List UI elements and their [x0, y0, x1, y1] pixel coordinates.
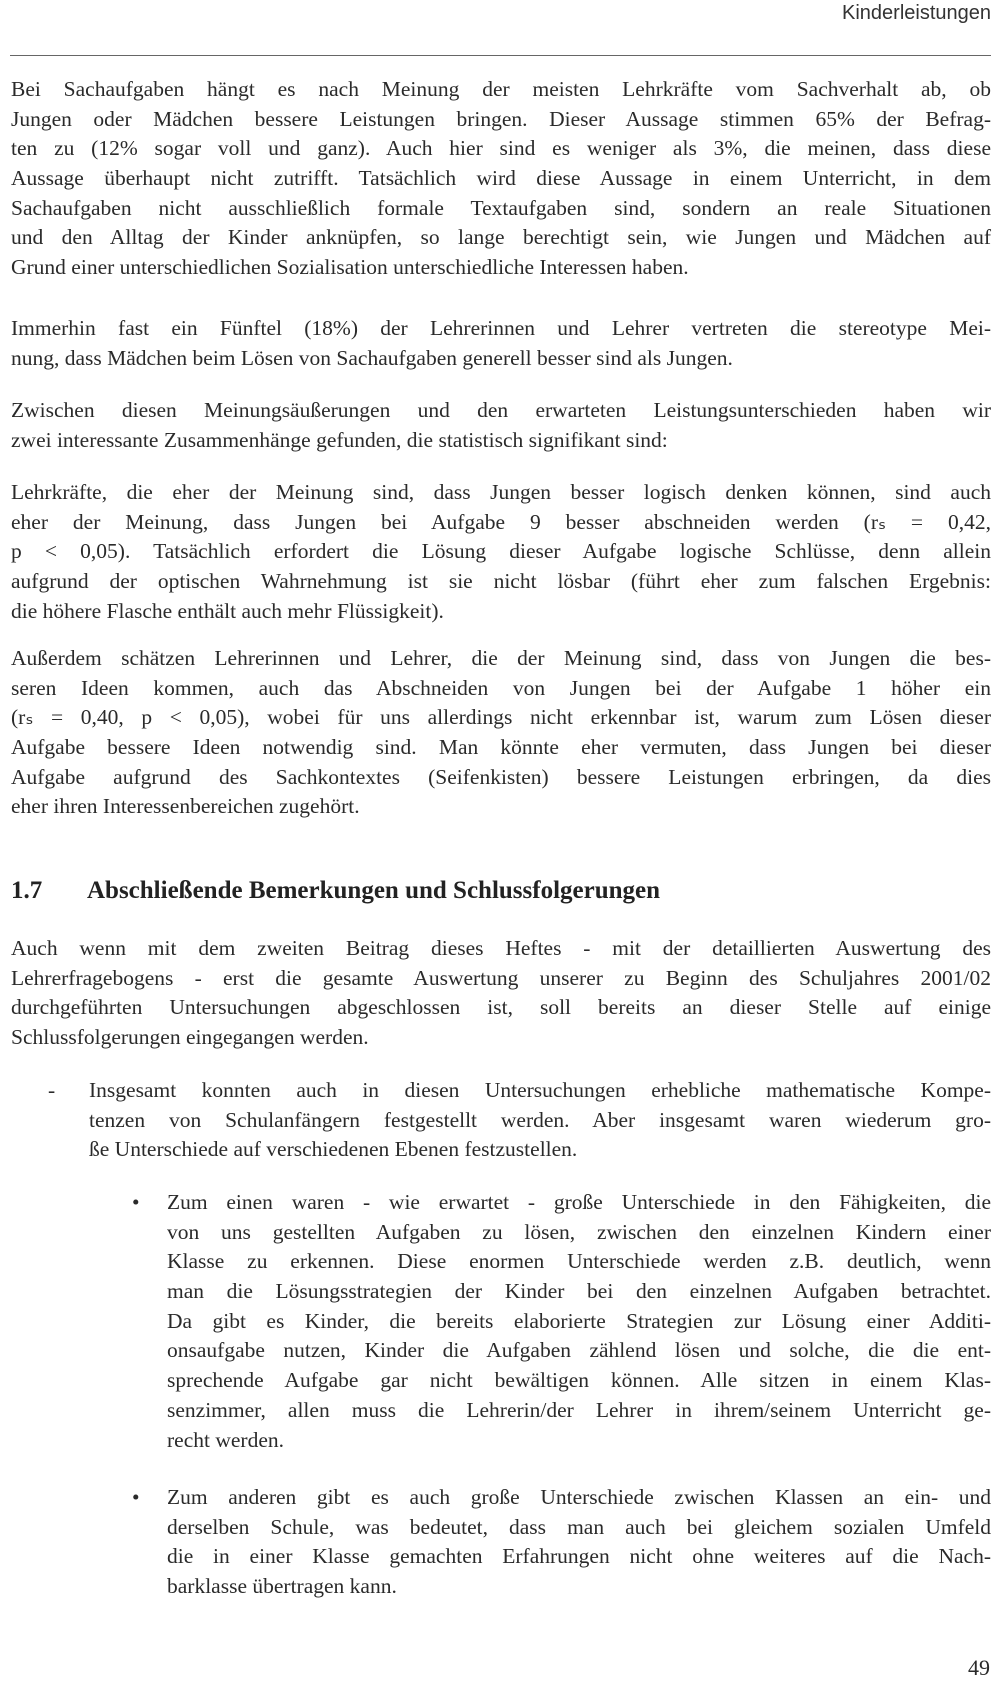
bullet-item-2 [167, 1483, 991, 1602]
text-line-content: Zum einen waren - wie erwartet - große Unterschiede in den Fähigkeiten, die [167, 1190, 991, 1214]
text-line [11, 703, 991, 733]
text-line-content: ten zu (12% sogar voll und ganz). Auch hier sind es weniger als 3%, die meinen, dass diese [11, 136, 991, 161]
dash-marker: - [48, 1078, 56, 1102]
text-line [167, 1277, 991, 1307]
page-number: 49 [968, 1655, 990, 1680]
text-line [167, 1483, 991, 1513]
text-line [89, 1135, 991, 1165]
text-line [11, 426, 991, 456]
text-line [11, 134, 991, 164]
header-rule [10, 55, 991, 56]
text-line-content: onsaufgabe nutzen, Kinder die Aufgaben zählend lösen und solche, die die ent- [167, 1338, 991, 1363]
text-line [167, 1247, 991, 1277]
text-line-content: derselben Schule, was bedeutet, dass man auch bei gleichem sozialen Umfeld [167, 1514, 991, 1539]
text-line-content: ße Unterschiede auf verschiedenen Ebenen festzustellen. [89, 1137, 578, 1162]
text-line [11, 223, 991, 253]
text-line-content: Aufgabe aufgrund des Sachkontextes (Seifenkisten) bessere Leistungen erbringen, da dies [11, 764, 991, 789]
text-line-content: Aussage überhaupt nicht zutrifft. Tatsächlich wird diese Aussage in einem Unterricht, in dem [11, 166, 991, 191]
text-line [167, 1513, 991, 1543]
text-line-content: Insgesamt konnten auch in diesen Untersuchungen erhebliche mathematische Kompe- [89, 1078, 991, 1102]
paragraph-6 [11, 934, 991, 1053]
text-line [167, 1396, 991, 1426]
text-line-content: man die Lösungsstrategien der Kinder bei den einzelnen Aufgaben betrachtet. [167, 1279, 991, 1304]
text-line [11, 792, 991, 822]
text-line [11, 993, 991, 1023]
text-line [11, 1023, 991, 1053]
text-line-content: senzimmer, allen muss die Lehrerin/der Lehrer in ihrem/seinem Unterricht ge- [167, 1397, 991, 1422]
text-line-content: eher ihren Interessenbereichen zugehört. [11, 794, 360, 819]
text-line-content: Zum anderen gibt es auch große Unterschiede zwischen Klassen an ein- und [167, 1485, 991, 1509]
text-line [11, 567, 991, 597]
text-line-content: barklasse übertragen kann. [167, 1574, 397, 1599]
text-line-content: Sachaufgaben nicht ausschließlich formale Textaufgaben sind, sondern an reale Situationen [11, 195, 991, 220]
text-line [167, 1542, 991, 1572]
text-line [11, 537, 991, 567]
text-line [89, 1106, 991, 1136]
text-line [11, 164, 991, 194]
text-line [167, 1426, 991, 1456]
text-line-content: sprechende Aufgabe gar nicht bewältigen können. Alle sitzen in einem Klas- [167, 1368, 991, 1393]
text-line-content: recht werden. [167, 1427, 284, 1452]
text-line-content: durchgeführten Untersuchungen abgeschlossen ist, soll bereits an dieser Stelle auf einige [11, 995, 991, 1020]
text-line [167, 1218, 991, 1248]
text-line-content: Außerdem schätzen Lehrerinnen und Lehrer, die der Meinung sind, dass von Jungen die bes- [11, 646, 991, 670]
text-line-content: Lehrkräfte, die eher der Meinung sind, dass Jungen besser logisch denken können, sind auch [11, 480, 991, 504]
text-line-content: Immerhin fast ein Fünftel (18%) der Lehrerinnen und Lehrer vertreten die stereotype Mei- [11, 316, 991, 340]
paragraph-2 [11, 314, 991, 373]
text-line [11, 508, 991, 538]
text-line [89, 1076, 991, 1106]
bullet-marker: • [132, 1485, 140, 1509]
text-line-content: Aufgabe bessere Ideen notwendig sind. Man könnte eher vermuten, dass Jungen bei dieser [11, 735, 991, 760]
dash-item-1 [89, 1076, 991, 1165]
text-line [11, 674, 991, 704]
text-line [167, 1366, 991, 1396]
text-line-content: Bei Sachaufgaben hängt es nach Meinung der meisten Lehrkräfte vom Sachverhalt ab, ob [11, 77, 991, 101]
text-line [167, 1307, 991, 1337]
text-line-content: Schlussfolgerungen eingegangen werden. [11, 1025, 369, 1050]
text-line-content: p < 0,05). Tatsächlich erfordert die Lösung dieser Aufgabe logische Schlüsse, denn allein [11, 539, 991, 564]
text-line [11, 478, 991, 508]
text-line-content: Lehrerfragebogens - erst die gesamte Auswertung unserer zu Beginn des Schuljahres 2001/02 [11, 965, 991, 990]
text-line [11, 314, 991, 344]
text-line-content: die höhere Flasche enthält auch mehr Flüssigkeit). [11, 598, 444, 623]
text-line-content: von uns gestellten Aufgaben zu lösen, zwischen den einzelnen Kindern einer [167, 1219, 991, 1244]
text-line-content: seren Ideen kommen, auch das Abschneiden von Jungen bei der Aufgabe 1 höher ein [11, 675, 991, 700]
text-line-content: Klasse zu erkennen. Diese enormen Unterschiede werden z.B. deutlich, wenn [167, 1249, 991, 1274]
paragraph-5 [11, 644, 991, 822]
text-line-content: nung, dass Mädchen beim Lösen von Sachaufgaben generell besser sind als Jungen. [11, 345, 733, 370]
text-line-content: eher der Meinung, dass Jungen bei Aufgabe 9 besser abschneiden werden (rₛ = 0,42, [11, 509, 991, 534]
text-line-content: Auch wenn mit dem zweiten Beitrag dieses Heftes - mit der detaillierten Auswertung des [11, 936, 991, 960]
text-line [11, 344, 991, 374]
text-line-content: Zwischen diesen Meinungsäußerungen und den erwarteten Leistungsunterschieden haben wir [11, 398, 991, 422]
text-line-content: und den Alltag der Kinder anknüpfen, so lange berechtigt sein, wie Jungen und Mädchen auf [11, 225, 991, 250]
text-line-content: zwei interessante Zusammenhänge gefunden, die statistisch signifikant sind: [11, 427, 668, 452]
text-line [11, 733, 991, 763]
text-line [11, 75, 991, 105]
section-heading [11, 877, 660, 905]
text-line-content: (rₛ = 0,40, p < 0,05), wobei für uns allerdings nicht erkennbar ist, warum zum Lösen dieser [11, 705, 991, 730]
text-line [167, 1572, 991, 1602]
bullet-item-1 [167, 1188, 991, 1455]
text-line [11, 644, 991, 674]
section-title: Abschließende Bemerkungen und Schlussfolgerungen [87, 877, 661, 904]
text-line [11, 964, 991, 994]
running-header: Kinderleistungen [842, 2, 991, 24]
section-number: 1.7 [11, 877, 43, 904]
text-line [11, 194, 991, 224]
text-line-content: aufgrund der optischen Wahrnehmung ist sie nicht lösbar (führt eher zum falschen Ergebnis: [11, 569, 991, 594]
text-line [11, 253, 991, 283]
text-line [11, 763, 991, 793]
bullet-marker: • [132, 1190, 140, 1214]
text-line-content: Grund einer unterschiedlichen Sozialisation unterschiedliche Interessen haben. [11, 255, 689, 280]
paragraph-4 [11, 478, 991, 626]
text-line [167, 1188, 991, 1218]
text-line-content: tenzen von Schulanfängern festgestellt werden. Aber insgesamt waren wiederum gro- [89, 1107, 991, 1132]
text-line [11, 597, 991, 627]
text-line-content: die in einer Klasse gemachten Erfahrungen nicht ohne weiteres auf die Nach- [167, 1544, 991, 1569]
text-line [11, 396, 991, 426]
text-line-content: Jungen oder Mädchen bessere Leistungen bringen. Dieser Aussage stimmen 65% der Befrag- [11, 106, 991, 131]
paragraph-3 [11, 396, 991, 455]
text-line [11, 934, 991, 964]
text-line [11, 105, 991, 135]
text-line [167, 1336, 991, 1366]
text-line-content: Da gibt es Kinder, die bereits elaborierte Strategien zur Lösung einer Additi- [167, 1308, 991, 1333]
paragraph-1 [11, 75, 991, 283]
